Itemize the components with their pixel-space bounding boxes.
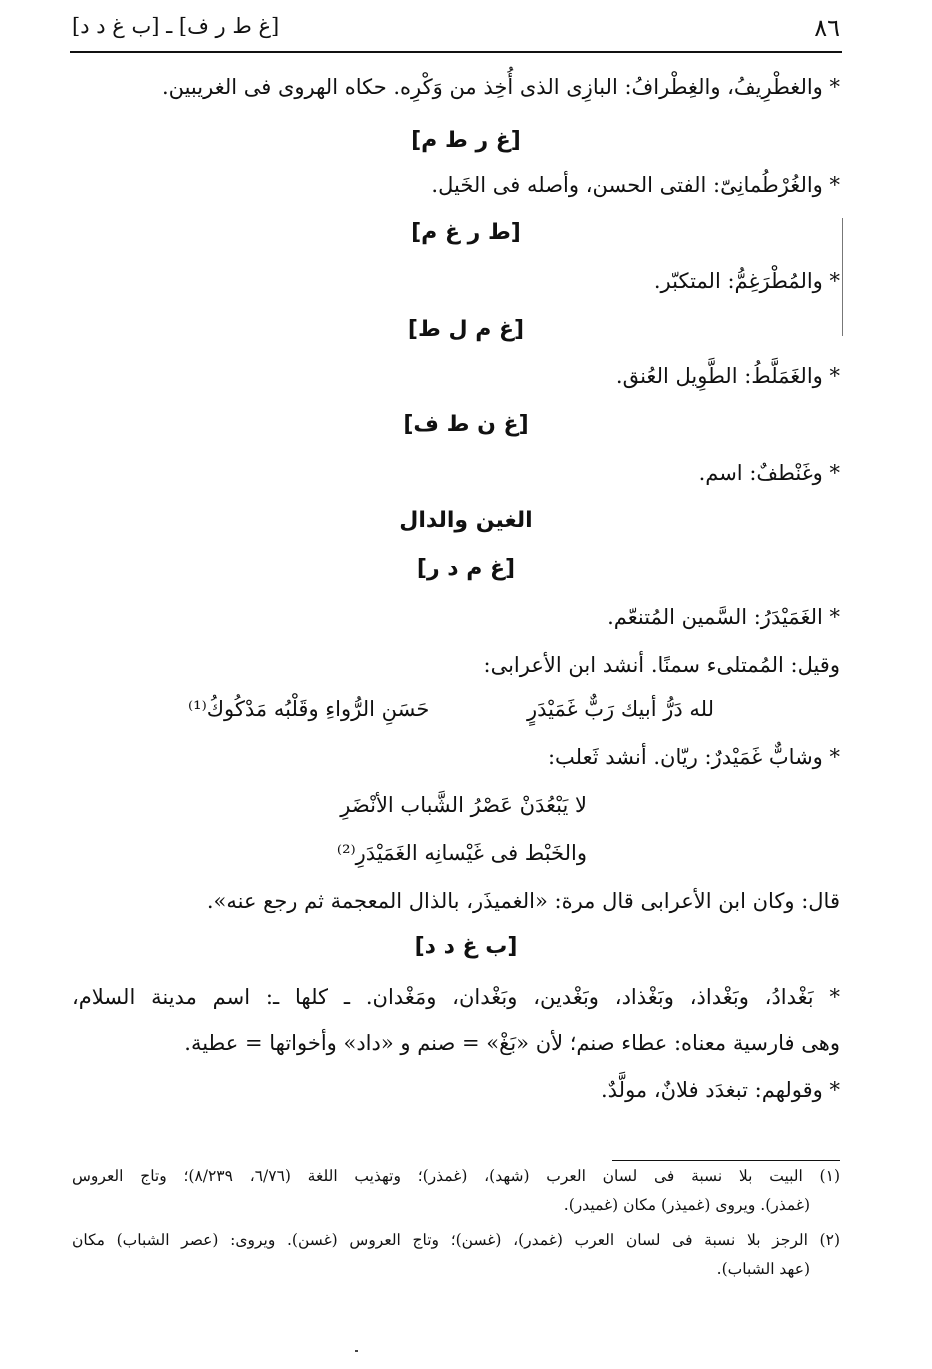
entry-ghamaydar: * الغَمَيْدَرُ: السَّمين المُتنعّم. — [607, 605, 840, 629]
text-line: وهى فارسية معناه: عطاء صنم؛ لأن «بَغْ» = صنم و «داد» وأخواتها = عطية. — [184, 1031, 840, 1055]
text-line: قال: وكان ابن الأعرابى قال مرة: «الغميذَر، بالذال المعجمة ثم رجع عنه». — [206, 889, 840, 913]
entry-mutraghim: * والمُطْرَغِمُّ: المتكبّر. — [653, 269, 840, 293]
entry-shabb-ghamaydar: * وشابٌّ غَمَيْدرٌ: ريّان. أنشد ثَعلب: — [547, 745, 840, 769]
footnote-2: (٢) الرجز بلا نسبة فى لسان العرب (غمدر)، (غسن)؛ وتاج العروس (غسن). ويروى: (عصر الشباب) مكان — [72, 1231, 840, 1249]
footnote-2-continued: (عهد الشباب). — [716, 1260, 810, 1278]
root-heading-gntf: [غ ن ط ف] — [403, 412, 529, 437]
entry-ghitrif: * والغطْرِيفُ، والغِطْرافُ: البازِى الذى أُخِذ من وَكْرِه. حكاه الهروى فى الغريبين. — [161, 75, 840, 99]
root-heading-bghdd: [ب غ د د] — [414, 934, 518, 959]
rajaz-line-2: والخَبْط فى غَيْسانِه الغَمَيْدَرِ⁽²⁾ — [336, 841, 587, 865]
scan-speck — [355, 1350, 358, 1352]
entry-ghamallat: * والغَمَلَّطُ: الطَّوِيل العُنق. — [615, 364, 840, 388]
entry-ghurtumani: * والغُرْطُمانِىّ: الفتى الحسن، وأصله فى الخَيل. — [431, 173, 840, 197]
verse-hemistich-first: لله دَرُّ أبيك رَبٌّ غَمَيْدَرٍ — [526, 697, 714, 721]
root-heading-grtm: [غ ر ط م] — [411, 128, 521, 153]
footnote-1-continued: (غمذر). ويروى (غميذر) مكان (غميدر). — [563, 1196, 810, 1214]
page-number: ٨٦ — [814, 14, 840, 42]
entry-tabaghdad: * وقولهم: تبغدَد فلانٌ، مولَّدٌ. — [600, 1078, 840, 1102]
root-heading-gmdr: [غ م د ر] — [416, 556, 516, 581]
footnote-rule — [612, 1160, 840, 1161]
entry-baghdad: * بَغْدادُ، وبَغْداذ، وبَغْذاد، وبَغْدين، وبَغْدان، ومَغْدان. ـ كلها ـ: اسم مدينة السلام، — [72, 985, 840, 1009]
text-line: وقيل: المُمتلىء سمنًا. أنشد ابن الأعرابى: — [483, 653, 840, 677]
footnote-1: (١) البيت بلا نسبة فى لسان العرب (شهد)، (غمذر)؛ وتهذيب اللغة (٦/٧٦، ٨/٢٣٩)؛ وتاج العروس — [72, 1167, 840, 1185]
rajaz-line-1: لا يَبْعُدَنْ عَصْرُ الشَّباب الأنْضَرِ — [340, 793, 587, 817]
header-rule — [70, 51, 842, 53]
running-title: [غ ط ر ف] ـ [ب غ د د] — [72, 14, 280, 38]
entry-ghantaf: * وغَنْطفٌ: اسم. — [698, 461, 840, 485]
verse-hemistich-second: حَسَنِ الرُّواءِ وقَلْبُه مَدْكُوكُ⁽¹⁾ — [188, 697, 430, 721]
root-heading-gmlt: [غ م ل ط] — [407, 317, 525, 342]
root-heading-trgm: [ط ر غ م] — [411, 220, 521, 245]
section-title: الغين والدال — [399, 508, 533, 533]
